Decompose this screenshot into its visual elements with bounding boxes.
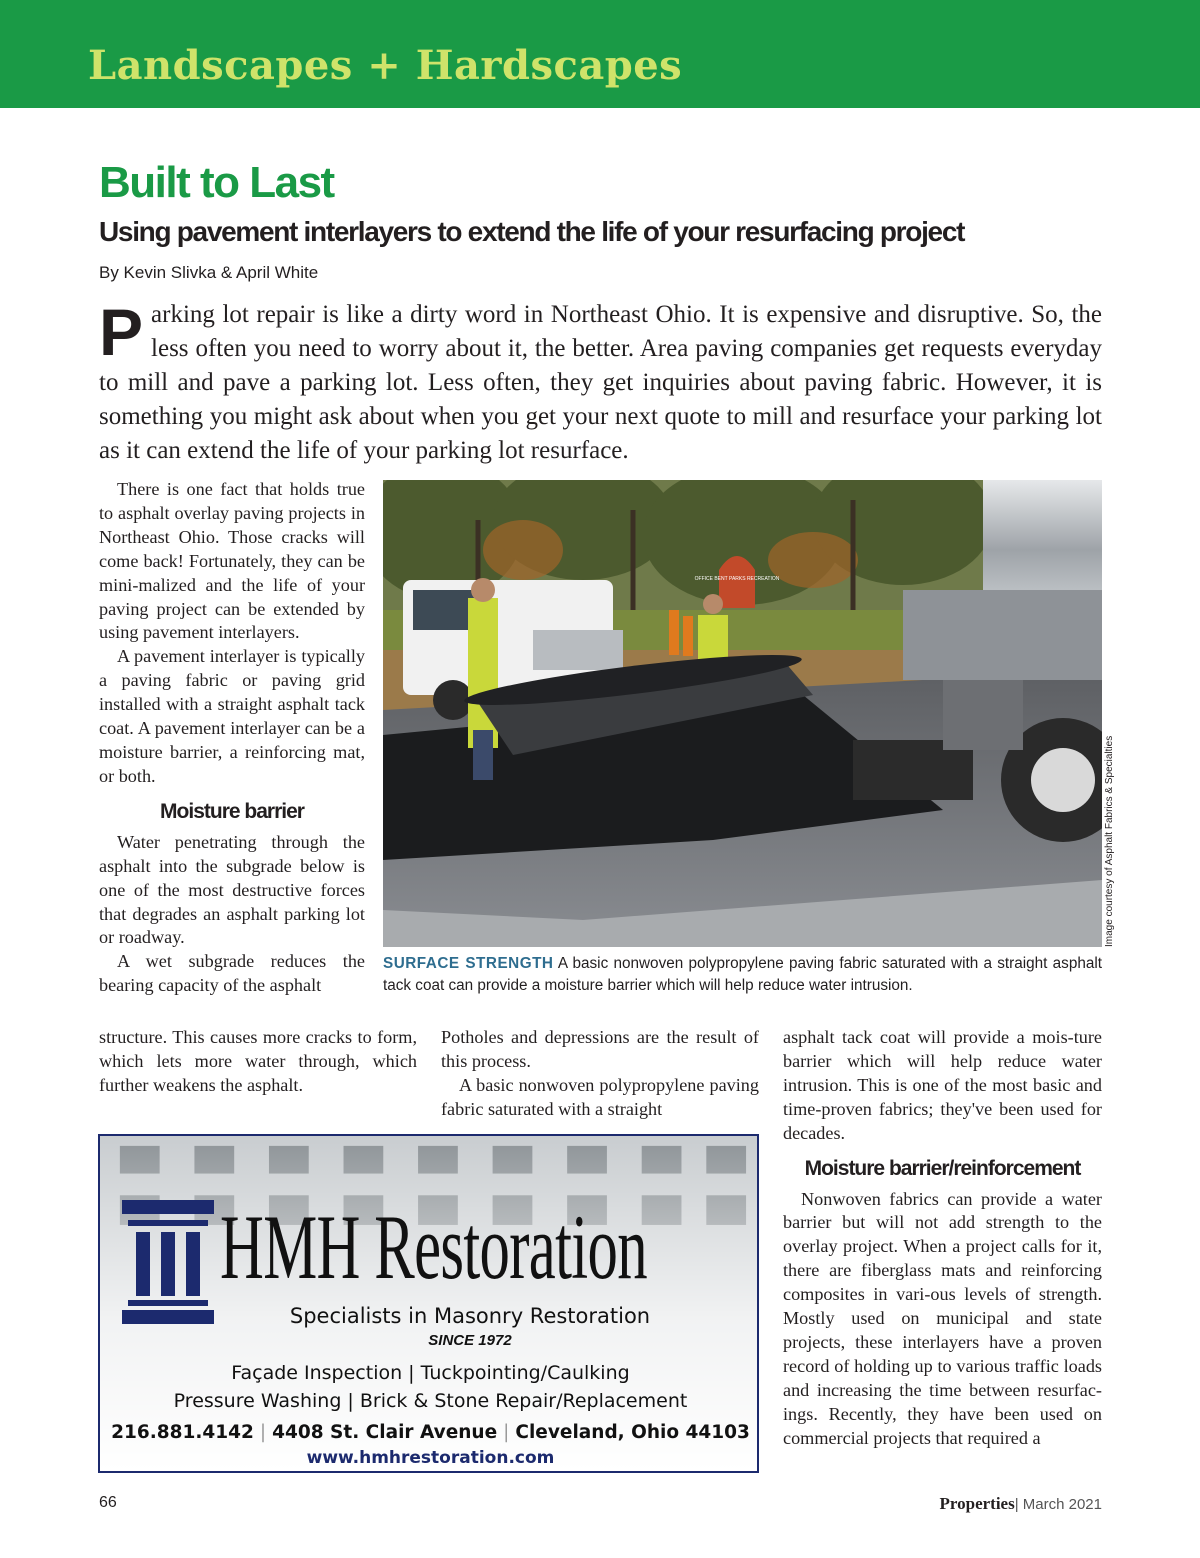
body-paragraph: asphalt tack coat will provide a mois-ture barrier which will help reduce water intrusion. This is one of the most basic and time-proven fabrics; they've been used for decades. bbox=[783, 1027, 1102, 1143]
footer-masthead bbox=[940, 1494, 1103, 1514]
lede-text: arking lot repair is like a dirty word in Northeast Ohio. It is expensive and disruptive. So, the less often you need to worry about it, the better. Area paving companies get requests everyday to mill and pave a parking lot. Less often, they get inquiries about paving fabric. However, it is something you might ask about when you get your next quote to mill and resurface your parking lot as it can extend the life of your parking lot resurface. bbox=[99, 301, 1102, 464]
article-title: Built to Last bbox=[99, 158, 334, 207]
body-paragraph: Water penetrating through the asphalt into the subgrade below is one of the most destructive forces that degrades an asphalt parking lot or roadway. bbox=[99, 831, 365, 948]
ad-city: Cleveland, Ohio 44103 bbox=[515, 1422, 750, 1443]
section-title: Landscapes + Hardscapes bbox=[88, 42, 683, 89]
ad-services-line-1: Façade Inspection | Tuckpointing/Caulking bbox=[231, 1362, 630, 1384]
ad-tagline: Specialists in Masonry Restoration bbox=[289, 1304, 651, 1328]
ad-company-name: HMH Restoration bbox=[220, 1196, 647, 1298]
body-paragraph: There is one fact that holds true to asphalt overlay paving projects in Northeast Ohio. Those cracks will come back! Fortunately, they can be mini-malized and the life of your paving project can be extended by using pavement interlayers. bbox=[99, 479, 365, 643]
photo-caption bbox=[383, 953, 1102, 997]
column-logo-icon bbox=[122, 1200, 214, 1324]
caption-text: A basic nonwoven polypropylene paving fabric saturated with a straight asphalt tack coat can provide a moisture barrier which will help reduce water intrusion. bbox=[383, 955, 1102, 994]
column-3 bbox=[783, 1026, 1102, 1451]
paving-photo-illustration bbox=[383, 480, 1102, 947]
byline: By Kevin Slivka & April White bbox=[99, 263, 319, 282]
magazine-name: Properties bbox=[939, 1494, 1015, 1513]
drop-cap: P bbox=[99, 295, 144, 369]
svg-text:OFFICE BENT PARKS RECREATION: OFFICE BENT PARKS RECREATION bbox=[694, 576, 780, 582]
photo-credit: Image courtesy of Asphalt Fabrics & Specialties bbox=[1104, 735, 1115, 947]
hmh-restoration-ad[interactable] bbox=[98, 1134, 759, 1473]
ad-phone[interactable]: 216.881.4142 bbox=[111, 1422, 254, 1443]
column-1-continued bbox=[99, 1026, 417, 1098]
ad-services-line-2: Pressure Washing | Brick & Stone Repair/Replacement bbox=[173, 1390, 688, 1412]
ad-website-link[interactable]: www.hmhrestoration.com bbox=[306, 1448, 555, 1468]
column-1 bbox=[99, 478, 365, 998]
subhead-moisture-barrier: Moisture barrier bbox=[160, 799, 304, 823]
caption-label: SURFACE STRENGTH bbox=[383, 955, 554, 972]
ad-contact-line bbox=[100, 1422, 759, 1443]
body-paragraph: structure. This causes more cracks to form, which lets more water through, which further weakens the asphalt. bbox=[99, 1027, 417, 1095]
body-paragraph: Nonwoven fabrics can provide a water barrier but will not add strength to the overlay project. When a project calls for it, there are fiberglass mats and reinforcing composites in vari-ous levels of strength. Mostly used on municipal and state projects, these interlayers have a proven record of holding up to various traffic loads and increasing the time between resurfac-ings. Recently, they have been used on commercial projects that required a bbox=[783, 1188, 1102, 1448]
paving-photo bbox=[383, 480, 1102, 947]
body-paragraph: A basic nonwoven polypropylene paving fabric saturated with a straight bbox=[441, 1074, 759, 1119]
separator: | bbox=[503, 1422, 510, 1443]
article-subtitle: Using pavement interlayers to extend the life of your resurfacing project bbox=[99, 216, 965, 247]
issue-date: | March 2021 bbox=[1014, 1496, 1102, 1513]
lede-paragraph bbox=[99, 295, 1102, 468]
ad-since: SINCE 1972 bbox=[428, 1332, 512, 1349]
body-paragraph: Potholes and depressions are the result of this process. bbox=[441, 1027, 759, 1071]
body-paragraph: A wet subgrade reduces the bearing capacity of the asphalt bbox=[99, 951, 365, 996]
body-paragraph: A pavement interlayer is typically a paving fabric or paving grid installed with a straight asphalt tack coat. A pavement interlayer can be a moisture barrier, a reinforcing mat, or both. bbox=[99, 646, 365, 786]
separator: | bbox=[259, 1422, 267, 1443]
subhead-reinforcement: Moisture barrier/reinforcement bbox=[804, 1156, 1081, 1180]
ad-address: 4408 St. Clair Avenue bbox=[272, 1422, 498, 1443]
section-banner bbox=[0, 0, 1200, 108]
column-2 bbox=[441, 1026, 759, 1122]
page-number: 66 bbox=[99, 1494, 117, 1511]
